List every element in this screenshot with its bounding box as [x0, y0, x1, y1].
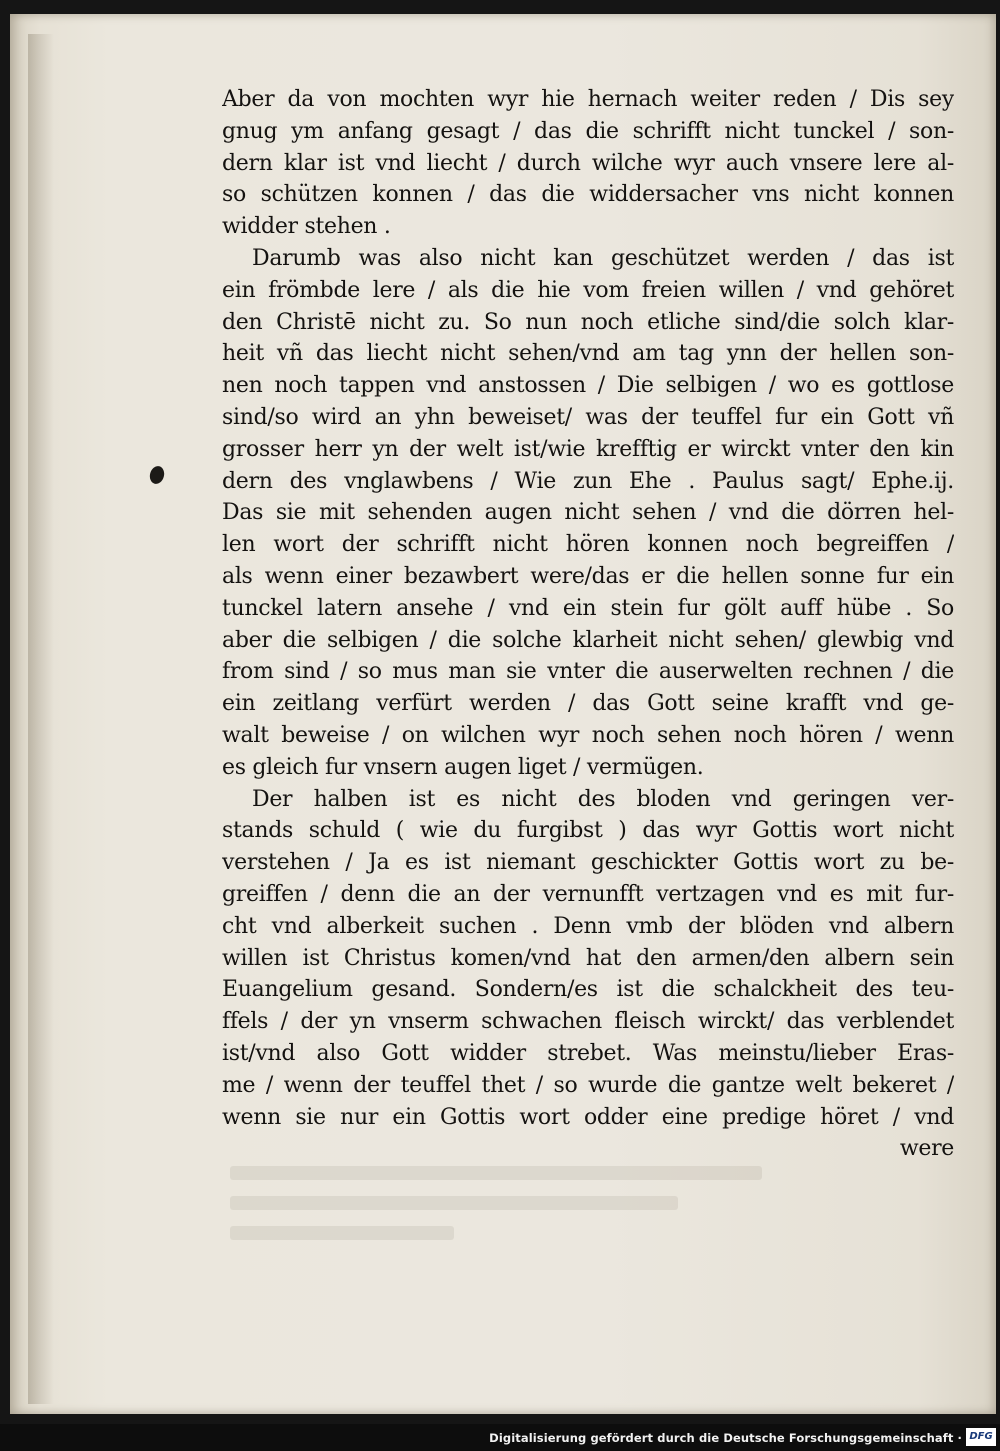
page-gutter-shadow [28, 34, 54, 1404]
text-line: me / wenn der teuffel thet / so wurde die gantze welt bekeret / [222, 1072, 954, 1098]
text-line: nen noch tappen vnd anstossen / Die selbigen / wo es gottlose [222, 373, 954, 399]
text-line: Das sie mit sehenden augen nicht sehen / vnd die dörren hel- [222, 500, 954, 526]
text-line: den Christē nicht zu. So nun noch etliche sind/die solch klar- [222, 309, 954, 335]
text-line: verstehen / Ja es ist niemant geschickter Gottis wort zu be- [222, 850, 954, 876]
text-line: ffels / der yn vnserm schwachen fleisch wirckt/ das verblendet [222, 1009, 954, 1035]
text-line: aber die selbigen / die solche klarheit nicht sehen/ glewbig vnd [222, 627, 954, 653]
text-line: Euangelium gesand. Sondern/es ist die schalckheit des teu- [222, 977, 954, 1003]
text-line: grosser herr yn der welt ist/wie krefftig er wirckt vnter den kin [222, 436, 954, 462]
text-line: heit vñ das liecht nicht sehen/vnd am tag ynn der hellen son- [222, 341, 954, 367]
text-line: dern klar ist vnd liecht / durch wilche wyr auch vnsere lere al- [222, 150, 954, 176]
text-line: widder stehen . [222, 214, 391, 240]
dfg-logo: DFG [966, 1428, 996, 1446]
text-line: cht vnd alberkeit suchen . Denn vmb der blöden vnd albern [222, 913, 954, 939]
bleed-through-text [230, 1150, 790, 1270]
text-line: als wenn einer bezawbert were/das er die hellen sonne fur ein [222, 563, 954, 589]
text-line: gnug ym anfang gesagt / das die schrifft nicht tunckel / son- [222, 118, 954, 144]
text-line: wenn sie nur ein Gottis wort odder eine predige höret / vnd [222, 1104, 954, 1130]
page-text [222, 84, 954, 1165]
text-line: ist/vnd also Gott widder strebet. Was meinstu/lieber Eras- [222, 1040, 954, 1066]
text-line: ein zeitlang verfürt werden / das Gott seine krafft vnd ge- [222, 691, 954, 717]
text-line: tunckel latern ansehe / vnd ein stein fur gölt auff hübe . So [222, 595, 954, 621]
text-line: es gleich fur vnsern augen liget / vermügen. [222, 754, 704, 780]
text-line: so schützen konnen / das die widdersacher vns nicht konnen [222, 182, 954, 208]
text-line: ein frömbde lere / als die hie vom freien willen / vnd gehöret [222, 277, 954, 303]
text-line: from sind / so mus man sie vnter die auserwelten rechnen / die [222, 659, 954, 685]
text-line: dern des vnglawbens / Wie zun Ehe . Paulus sagt/ Ephe.ij. [222, 468, 954, 494]
catchword: were [899, 1136, 954, 1162]
text-line: willen ist Christus komen/vnd hat den armen/den albern sein [222, 945, 954, 971]
digitization-footer [0, 1424, 1000, 1451]
paragraph-start-line: Der halben ist es nicht des bloden vnd geringen ver- [252, 786, 954, 812]
text-line: greiffen / denn die an der vernunfft vertzagen vnd es mit fur- [222, 881, 954, 907]
text-line: len wort der schrifft nicht hören konnen noch begreiffen / [222, 532, 954, 558]
text-line: walt beweise / on wilchen wyr noch sehen noch hören / wenn [222, 722, 954, 748]
funding-credit: Digitalisierung gefördert durch die Deutsche Forschungsgemeinschaft · [489, 1431, 962, 1445]
text-line: stands schuld ( wie du furgibst ) das wyr Gottis wort nicht [222, 818, 954, 844]
paragraph-start-line: Darumb was also nicht kan geschützet werden / das ist [252, 245, 954, 271]
text-line: Aber da von mochten wyr hie hernach weiter reden / Dis sey [222, 87, 954, 112]
text-line: sind/so wird an yhn beweiset/ was der teuffel fur ein Gott vñ [222, 404, 954, 430]
